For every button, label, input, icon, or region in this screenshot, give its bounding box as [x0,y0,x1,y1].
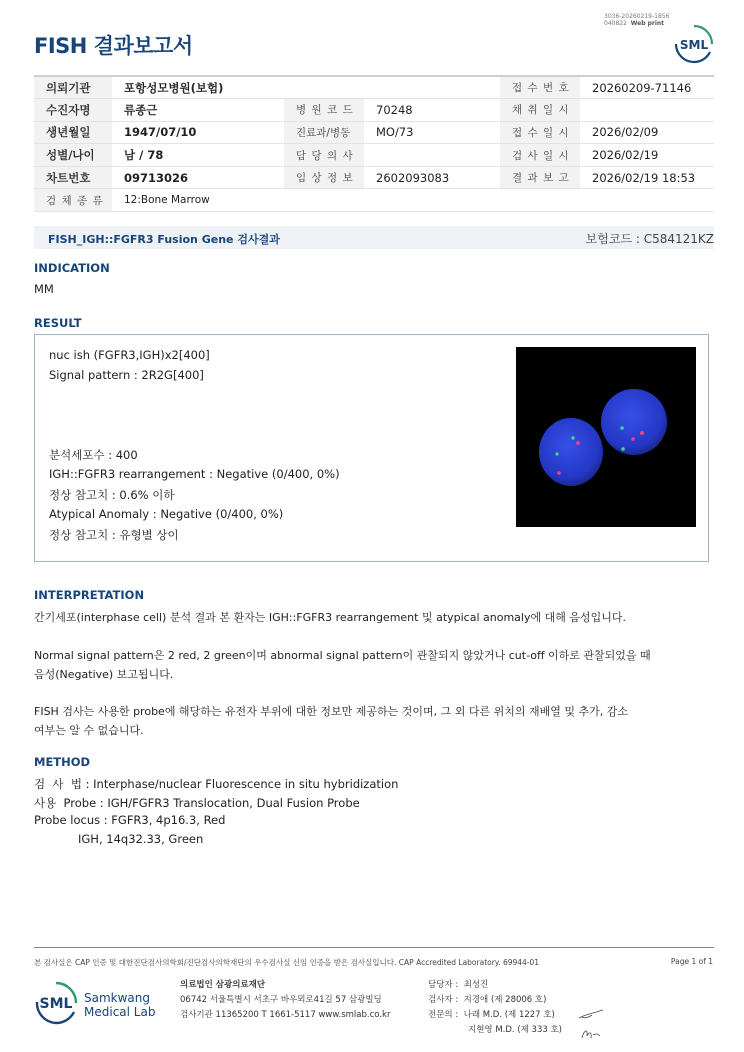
interpretation-p3a: FISH 검사는 사용한 probe에 해당하는 유전자 부위에 대한 정보만 제공하는 것이며, 그 외 다른 위치의 재배열 및 추가, 감소 [34,705,629,718]
report-date-value: 2026/02/19 18:53 [580,166,714,189]
cap-accreditation-note: 본 검사실은 CAP 인증 및 대한진단검사의학회/진단검사의학재단의 우수검사실 신임 인증을 받은 검사실입니다. CAP Accredited Laboratory. 69944-01 [34,958,540,967]
green-signal [571,436,574,439]
red-signal [631,437,634,440]
specimen-label: 검 체 종 류 [34,189,112,212]
green-signal [555,452,558,455]
print-meta-code: 040822 [604,20,627,27]
clinical-value: 2602093083 [364,166,500,189]
table-row [34,99,714,122]
table-row [34,144,714,167]
method-technique: 검 사 법 : Interphase/nuclear Fluorescence in situ hybridization [34,777,399,791]
sml-logo-text: SML [679,38,709,52]
green-signal [621,447,625,451]
lab-name-line2: Medical Lab [84,1005,156,1019]
patient-label: 수진자명 [34,99,112,122]
insurance-code: 보험코드 : C584121KZ [585,232,714,246]
interpretation-p2b: 음성(Negative) 보고됩니다. [34,668,174,681]
test-date-value: 2026/02/19 [580,144,714,167]
dept-label: 진료과/병동 [284,121,364,144]
sex-age-label: 성별/나이 [34,144,112,167]
org-info [180,978,390,1023]
birth-label: 생년월일 [34,121,112,144]
nucleus-2 [539,418,603,486]
result-signal-pattern: Signal pattern : 2R2G[400] [49,368,204,382]
indication-text: MM [34,282,54,296]
sml-logo-text: SML [39,996,73,1012]
org-contact: 검사기관 11365200 T 1661-5117 www.smlab.co.kr [180,1010,391,1020]
org-name: 의료법인 삼광의료재단 [180,980,266,990]
clinical-label: 임 상 정 보 [284,166,364,189]
patient-info-table [34,75,714,212]
interpretation-p2a: Normal signal pattern은 2 red, 2 green이며 abnormal signal pattern이 관찰되지 않았거나 cut-off 이하로 관찰되었을 때 [34,649,651,662]
specialist-label: 전문의 : [428,1010,459,1020]
interpretation-p1: 간기세포(interphase cell) 분석 결과 본 환자는 IGH::FGFR3 rearrangement 및 atypical anomaly에 대해 음성입니다. [34,611,626,624]
result-heading: RESULT [34,316,82,330]
fish-micrograph-image [516,347,696,527]
result-cell-count: 분석세포수 : 400 [49,448,138,462]
chart-label: 차트번호 [34,166,112,189]
red-signal [576,441,580,445]
method-locus-igh: IGH, 14q32.33, Green [78,832,204,846]
staff-label: 담당자 : [428,980,459,990]
report-date-label: 결 과 보 고 [500,166,580,189]
method-probe: 사용 Probe : IGH/FGFR3 Translocation, Dual Fusion Probe [34,796,360,810]
indication-heading: INDICATION [34,261,110,275]
table-row [34,76,714,99]
dept-value: MO/73 [364,121,500,144]
patient-value: 류종근 [112,99,284,122]
hospital-code-value: 70248 [364,99,500,122]
staff-info [428,978,562,1038]
specialist-1: 나래 M.D. (제 1227 호) [463,1010,555,1020]
receipt-no-value: 20260209-71146 [580,76,714,99]
sml-logo-icon [674,24,714,64]
specialist-2: 지현영 M.D. (제 333 호) [468,1025,563,1035]
chart-value: 09713026 [112,166,284,189]
signature-icon [576,1008,608,1042]
examiner-name: 지경애 (제 28006 호) [463,995,547,1005]
table-row [34,121,714,144]
print-meta [604,13,669,27]
footer-divider [34,947,714,948]
sex-age-value: 남 / 78 [112,144,284,167]
red-signal [640,431,644,435]
receive-date-value: 2026/02/09 [580,121,714,144]
table-row [34,189,714,212]
samkwang-logo-icon [34,980,158,1026]
test-date-label: 검 사 일 시 [500,144,580,167]
collect-date-value [580,99,714,122]
birth-value: 1947/07/10 [112,121,284,144]
interpretation-p3b: 여부는 알 수 없습니다. [34,724,144,737]
examiner-label: 검사자 : [428,995,459,1005]
doctor-label: 담 당 의 사 [284,144,364,167]
org-address: 06742 서울특별시 서초구 바우뫼로41길 57 삼광빌딩 [180,995,382,1005]
method-heading: METHOD [34,755,91,769]
green-signal [620,426,624,430]
table-row [34,166,714,189]
receive-date-label: 접 수 일 시 [500,121,580,144]
result-reference-2: 정상 참고치 : 유형별 상이 [49,528,179,542]
lab-name-line1: Samkwang [84,991,150,1005]
result-reference-1: 정상 참고치 : 0.6% 이하 [49,488,175,502]
red-signal [557,471,561,475]
nucleus-1 [601,389,667,455]
hospital-code-label: 병 원 코 드 [284,99,364,122]
doctor-value [364,144,500,167]
report-title: FISH 결과보고서 [34,34,193,58]
requesting-inst-value: 포항성모병원(보험) [112,76,500,99]
interpretation-heading: INTERPRETATION [34,588,145,602]
collect-date-label: 채 취 일 시 [500,99,580,122]
receipt-no-label: 접 수 번 호 [500,76,580,99]
staff-name: 최성진 [463,980,489,990]
print-meta-line1: 3036-20260219-1856 [604,13,670,20]
test-name: FISH_IGH::FGFR3 Fusion Gene 검사결과 [48,233,280,246]
method-locus-fgfr3: Probe locus : FGFR3, 4p16.3, Red [34,813,226,827]
result-rearrangement: IGH::FGFR3 rearrangement : Negative (0/400, 0%) [49,467,340,481]
result-atypical: Atypical Anomaly : Negative (0/400, 0%) [49,507,284,521]
page-number: Page 1 of 1 [670,957,713,966]
specimen-value: 12:Bone Marrow [112,189,714,212]
web-print-label: Web print [630,20,665,27]
result-iscn: nuc ish (FGFR3,IGH)x2[400] [49,348,210,362]
requesting-inst-label: 의뢰기관 [34,76,112,99]
